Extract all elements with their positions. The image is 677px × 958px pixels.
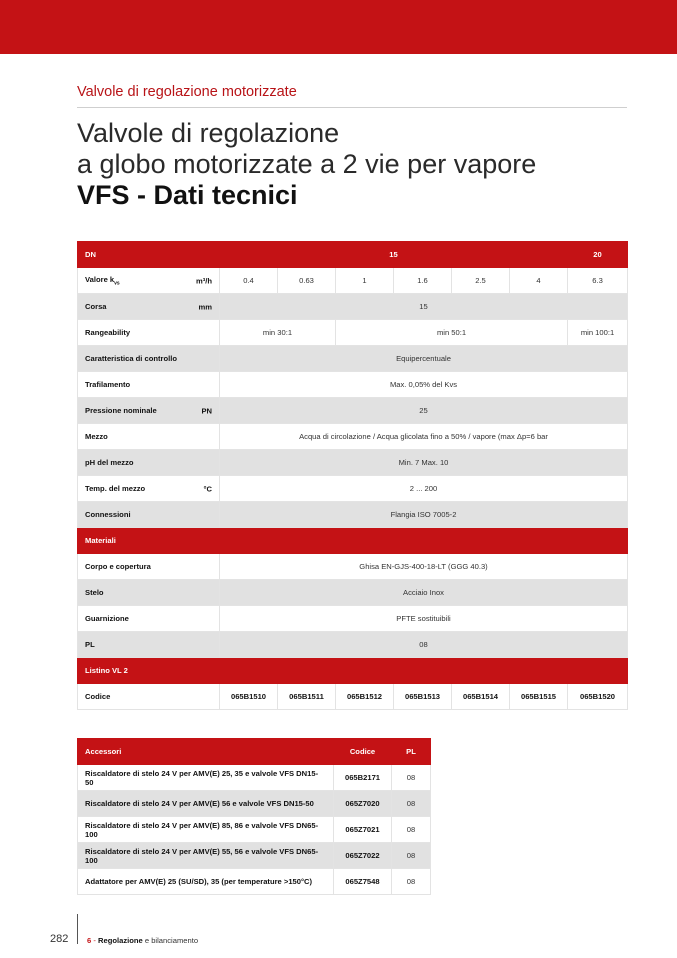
kvs-value: 1 xyxy=(336,268,394,294)
chapter-rest: e bilanciamento xyxy=(142,936,199,945)
stem-row xyxy=(78,580,628,606)
ph-row xyxy=(78,450,628,476)
page-title xyxy=(77,118,536,211)
stroke-unit: mm xyxy=(198,302,212,311)
kvs-label-text: Valore k xyxy=(85,274,115,284)
dn-20: 20 xyxy=(568,242,628,268)
pl-row xyxy=(78,632,628,658)
kvs-value: 0.63 xyxy=(278,268,336,294)
body-value: Ghisa EN-GJS-400-18-LT (GGG 40.3) xyxy=(220,554,628,580)
kvs-value: 6.3 xyxy=(568,268,628,294)
code-value: 065B1510 xyxy=(220,684,278,710)
accessory-code: 065Z7548 xyxy=(334,869,392,895)
pl-label: PL xyxy=(78,632,220,658)
accessories-header-row xyxy=(78,739,431,765)
accessory-pl: 08 xyxy=(392,817,431,843)
kvs-label xyxy=(78,268,220,294)
accessory-name: Riscaldatore di stelo 24 V per AMV(E) 56 e valvole VFS DN15-50 xyxy=(78,791,334,817)
rangeability-label: Rangeability xyxy=(78,320,220,346)
footer-divider xyxy=(77,914,78,944)
temperature-label-text: Temp. del mezzo xyxy=(85,484,146,493)
connections-row xyxy=(78,502,628,528)
footer-chapter xyxy=(87,936,198,945)
kvs-value: 0.4 xyxy=(220,268,278,294)
price-list-empty xyxy=(220,658,628,684)
pressure-label xyxy=(78,398,220,424)
code-value: 065B1511 xyxy=(278,684,336,710)
table-row xyxy=(78,765,431,791)
body-row xyxy=(78,554,628,580)
kvs-value: 4 xyxy=(510,268,568,294)
characteristic-row xyxy=(78,346,628,372)
stem-label: Stelo xyxy=(78,580,220,606)
accessory-name: Riscaldatore di stelo 24 V per AMV(E) 25, 35 e valvole VFS DN15-50 xyxy=(78,765,334,791)
medium-row xyxy=(78,424,628,450)
materials-header-row xyxy=(78,528,628,554)
rangeability-row xyxy=(78,320,628,346)
pl-value: 08 xyxy=(220,632,628,658)
price-list-header-row xyxy=(78,658,628,684)
kvs-sub: vs xyxy=(114,280,120,287)
materials-empty xyxy=(220,528,628,554)
rangeability-a: min 30:1 xyxy=(220,320,336,346)
dn-row xyxy=(78,242,628,268)
chapter-number: 6 xyxy=(87,936,92,945)
kvs-unit: m³/h xyxy=(195,276,212,285)
title-line-3: VFS - Dati tecnici xyxy=(77,180,298,210)
body-label: Corpo e copertura xyxy=(78,554,220,580)
code-value: 065B1514 xyxy=(452,684,510,710)
dn-label: DN xyxy=(78,242,220,268)
temperature-value: 2 ... 200 xyxy=(220,476,628,502)
table-row xyxy=(78,843,431,869)
code-value: 065B1520 xyxy=(568,684,628,710)
stem-value: Acciaio Inox xyxy=(220,580,628,606)
code-label: Codice xyxy=(78,684,220,710)
page-number: 282 xyxy=(50,933,69,945)
ph-label: pH del mezzo xyxy=(78,450,220,476)
connections-label: Connessioni xyxy=(78,502,220,528)
stroke-row xyxy=(78,294,628,320)
chapter-bold: Regolazione xyxy=(98,936,143,945)
characteristic-label: Caratteristica di controllo xyxy=(78,346,220,372)
title-line-2: a globo motorizzate a 2 vie per vapore xyxy=(77,149,537,179)
accessory-code: 065B2171 xyxy=(334,765,392,791)
characteristic-value: Equipercentuale xyxy=(220,346,628,372)
materials-label: Materiali xyxy=(78,528,220,554)
accessory-pl: 08 xyxy=(392,843,431,869)
accessory-name: Riscaldatore di stelo 24 V per AMV(E) 85, 86 e valvole VFS DN65-100 xyxy=(78,817,334,843)
kvs-value: 1.6 xyxy=(394,268,452,294)
accessory-name: Riscaldatore di stelo 24 V per AMV(E) 55, 56 e valvole VFS DN65-100 xyxy=(78,843,334,869)
stroke-value: 15 xyxy=(220,294,628,320)
stroke-label-text: Corsa xyxy=(85,302,107,311)
seal-row xyxy=(78,606,628,632)
kvs-row xyxy=(78,268,628,294)
pressure-row xyxy=(78,398,628,424)
medium-value: Acqua di circolazione / Acqua glicolata fino a 50% / vapore (max Δp=6 bar xyxy=(220,424,628,450)
accessories-table xyxy=(77,738,431,895)
code-value: 065B1512 xyxy=(336,684,394,710)
seal-value: PFTE sostituibili xyxy=(220,606,628,632)
accessories-col-code: Codice xyxy=(334,739,392,765)
seal-label: Guarnizione xyxy=(78,606,220,632)
header-divider xyxy=(77,107,627,108)
pressure-value: 25 xyxy=(220,398,628,424)
price-list-label: Listino VL 2 xyxy=(78,658,220,684)
accessory-name: Adattatore per AMV(E) 25 (SU/SD), 35 (per temperature >150°C) xyxy=(78,869,334,895)
table-row xyxy=(78,791,431,817)
medium-label: Mezzo xyxy=(78,424,220,450)
kvs-value: 2.5 xyxy=(452,268,510,294)
temperature-label xyxy=(78,476,220,502)
rangeability-b: min 50:1 xyxy=(336,320,568,346)
leakage-row xyxy=(78,372,628,398)
temperature-unit: °C xyxy=(203,484,212,493)
technical-data-table xyxy=(77,241,628,710)
pressure-unit: PN xyxy=(201,406,212,415)
leakage-label: Trafilamento xyxy=(78,372,220,398)
title-line-1: Valvole di regolazione xyxy=(77,118,340,148)
accessory-code: 065Z7020 xyxy=(334,791,392,817)
table-row xyxy=(78,869,431,895)
rangeability-c: min 100:1 xyxy=(568,320,628,346)
section-label: Valvole di regolazione motorizzate xyxy=(77,84,297,100)
code-value: 065B1515 xyxy=(510,684,568,710)
chapter-dash: - xyxy=(93,936,96,945)
accessory-code: 065Z7021 xyxy=(334,817,392,843)
dn-15: 15 xyxy=(220,242,568,268)
leakage-value: Max. 0,05% del Kvs xyxy=(220,372,628,398)
accessory-code: 065Z7022 xyxy=(334,843,392,869)
connections-value: Flangia ISO 7005-2 xyxy=(220,502,628,528)
pressure-label-text: Pressione nominale xyxy=(85,406,157,415)
stroke-label xyxy=(78,294,220,320)
accessory-pl: 08 xyxy=(392,869,431,895)
code-value: 065B1513 xyxy=(394,684,452,710)
ph-value: Min. 7 Max. 10 xyxy=(220,450,628,476)
accessories-col-pl: PL xyxy=(392,739,431,765)
temperature-row xyxy=(78,476,628,502)
accessory-pl: 08 xyxy=(392,765,431,791)
accessories-col-name: Accessori xyxy=(78,739,334,765)
code-row xyxy=(78,684,628,710)
top-banner xyxy=(0,0,677,54)
table-row xyxy=(78,817,431,843)
accessory-pl: 08 xyxy=(392,791,431,817)
